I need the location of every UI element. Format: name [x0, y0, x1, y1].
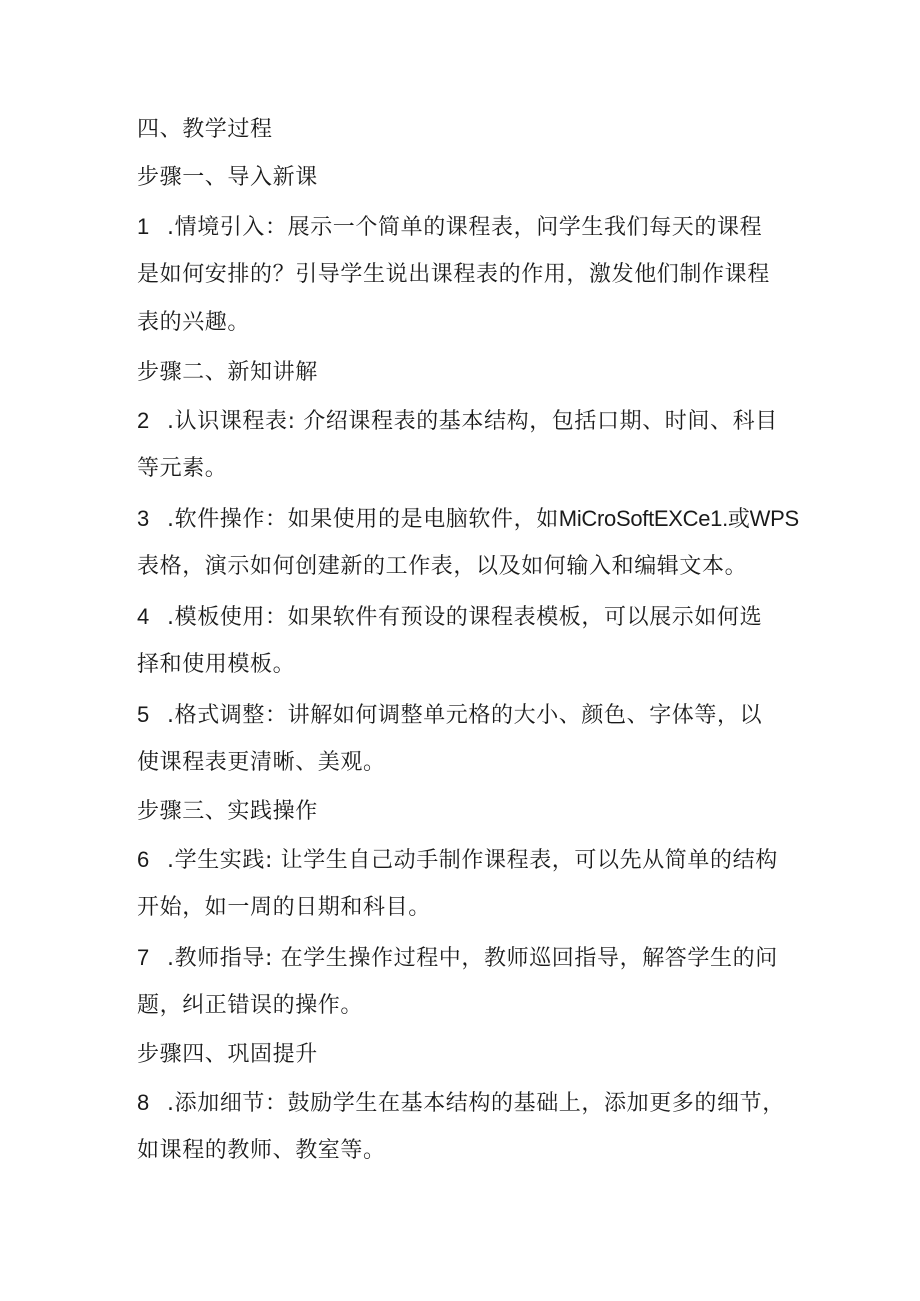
item-number: 3 [137, 506, 150, 531]
item-text: .情境引入：展示一个简单的课程表，问学生我们每天的课程 [167, 215, 763, 240]
item-number: 5 [137, 702, 150, 727]
item-number: 8 [137, 1090, 150, 1115]
item-number: 1 [137, 214, 150, 239]
item-text: .学生实践: 让学生自己动手制作课程表，可以先从简单的结构 [167, 848, 778, 873]
item-number: 2 [137, 408, 150, 433]
item-4-line-2: 择和使用模板。 [137, 652, 296, 677]
step-2-heading: 步骤二、新知讲解 [137, 360, 318, 385]
step-1-heading: 步骤一、导入新课 [137, 165, 318, 190]
item-6-line-2: 开始，如一周的日期和科目。 [137, 895, 431, 920]
item-text: .格式调整：讲解如何调整单元格的大小、颜色、字体等，以 [167, 703, 763, 728]
item-text: .认识课程表: 介绍课程表的基本结构，包括口期、时间、科目 [167, 409, 778, 434]
item-number: 6 [137, 847, 150, 872]
item-8-line-1 [137, 1086, 785, 1120]
item-2-line-1 [137, 404, 778, 438]
item-number: 4 [137, 604, 150, 629]
item-7-line-1 [137, 941, 778, 975]
item-text: .模板使用：如果软件有预设的课程表模板，可以展示如何选 [167, 605, 763, 630]
item-text: .软件操作：如果使用的是电脑软件，如 [167, 507, 559, 532]
item-3-line-1 [137, 502, 799, 536]
item-1-line-3: 表的兴趣。 [137, 310, 251, 335]
item-text: .教师指导: 在学生操作过程中，教师巡回指导，解答学生的问 [167, 946, 778, 971]
item-7-line-2: 题，纠正错误的操作。 [137, 993, 364, 1018]
item-5-line-1 [137, 698, 762, 732]
item-4-line-1 [137, 600, 762, 634]
item-text: .添加细节：鼓励学生在基本结构的基础上，添加更多的细节， [167, 1091, 785, 1116]
item-number: 7 [137, 945, 150, 970]
item-3-line-2: 表格，演示如何创建新的工作表，以及如何输入和编辑文本。 [137, 554, 748, 579]
section-title: 四、教学过程 [137, 117, 273, 142]
step-3-heading: 步骤三、实践操作 [137, 799, 318, 824]
item-2-line-2: 等元素。 [137, 456, 228, 481]
item-8-line-2: 如课程的教师、教室等。 [137, 1138, 386, 1163]
software-names: MiCroSoftEXCe1.或WPS [558, 506, 799, 531]
item-1-line-2: 是如何安排的？引导学生说出课程表的作用，激发他们制作课程 [137, 262, 770, 287]
step-4-heading: 步骤四、巩固提升 [137, 1042, 318, 1067]
item-5-line-2: 使课程表更清晰、美观。 [137, 750, 386, 775]
item-1-line-1 [137, 210, 762, 244]
item-6-line-1 [137, 843, 778, 877]
